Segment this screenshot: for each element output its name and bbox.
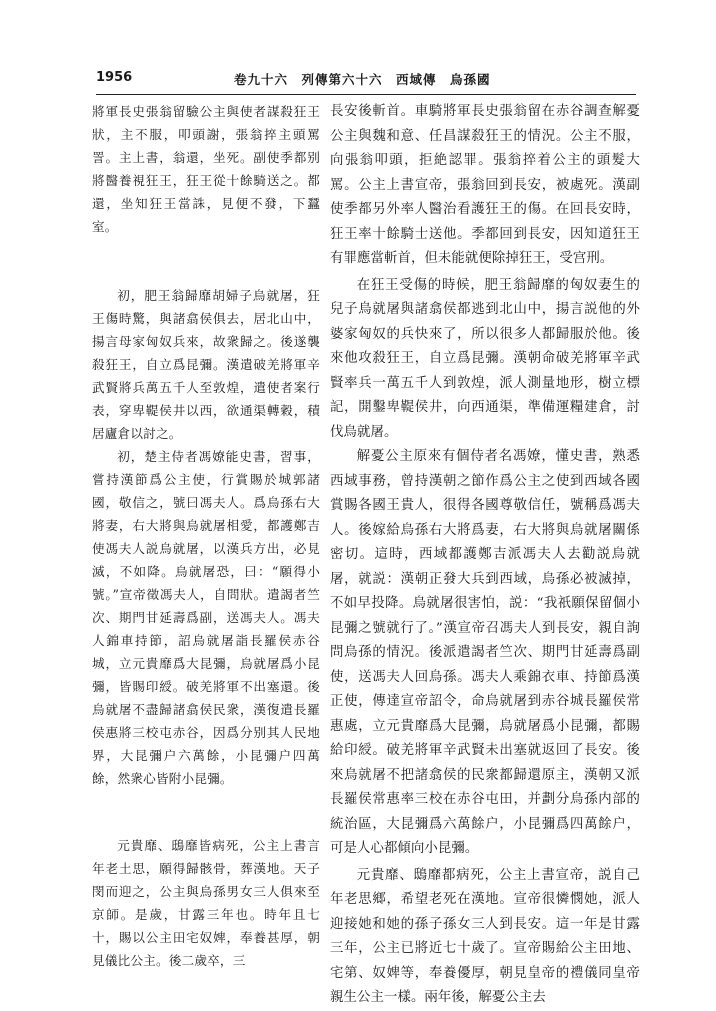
translation-paragraph: 長安後斬首。車騎將軍長史張翁留在赤谷調查解憂公主與魏和意、任昌謀殺狂王的情況。公主不服，向張翁叩頭，拒絶認罪。張翁捽着公主的頭髮大罵。公主上書宣帝，張翁回到長安，被處死。漢副使季都另外率人醫治看護狂王的傷。在回長安時，狂王率十餘騎士送他。季都回到長安，因知道狂王有罪應當斬首，但未能就便除掉狂王，受宫刑。	[330, 104, 640, 266]
translation-paragraph: 元貴靡、鴟靡都病死，公主上書宣帝，説自己年老思鄉，希望老死在漢地。宣帝很憐憫她，派人迎接她和她的孫子孫女三人到長安。這一年是甘露三年，公主已將近七十歲了。宣帝賜給公主田地、宅第、奴婢等，奉養優厚，朝見皇帝的禮儀同皇帝親生公主一樣。兩年後，解憂公主去	[330, 867, 640, 1005]
page-header	[96, 70, 636, 92]
translation-paragraph: 在狂王受傷的時候，肥王翁歸靡的匈奴妻生的兒子烏就屠與諸翕侯都逃到北山中，揚言説他的外婆家匈奴的兵快來了，所以很多人都歸服於他。後來他攻殺狂王，自立爲昆彌。漢朝命破羌將軍辛武賢率兵一萬五千人到敦煌，派人測量地形，樹立標記，開鑿卑鞮侯井，向西通渠，準備運糧建倉，討伐烏就屠。	[330, 277, 640, 440]
classical-paragraph: 將軍長史張翁留驗公主與使者謀殺狂王狀，主不服，叩頭謝，張翁捽主頭罵詈。主上書，翁還，坐死。副使季都别將醫養視狂王，狂王從十餘騎送之。都還，坐知狂王當誅，見便不發，下蠶室。	[92, 104, 320, 234]
translation-column	[330, 100, 640, 1005]
translation-paragraph: 解憂公主原來有個侍者名馮嫽，懂史書，熟悉西域事務，曾持漢朝之節作爲公主之使到西域各國賞賜各國王貴人，很得各國尊敬信任，號稱爲馮夫人。後嫁給烏孫右大將爲妻，右大將與烏就屠關係密切。這時，西域都護鄭吉派馮夫人去勸説烏就屠，就説：漢朝正發大兵到西域，烏孫必被滅掉，不如早投降。烏就屠很害怕，説：“我祇願保留個小昆彌之號就行了。”漢宣帝召馮夫人到長安，親自詢問烏孫的情況。後派遣謁者竺次、期門甘延壽爲副使，送馮夫人回烏孫。馮夫人乘錦衣車、持節爲漢正使，傳達宣帝詔令，命烏就屠到赤谷城長羅侯常惠處，立元貴靡爲大昆彌，烏就屠爲小昆彌，都賜給印綬。破羌將軍辛武賢未出塞就返回了長安。後來烏就屠不把諸翕侯的民衆都歸還原主，漢朝又派長羅侯常惠率三校在赤谷屯田，并劃分烏孫内部的統治區，大昆彌爲六萬餘户，小昆彌爲四萬餘户，可是人心都傾向小昆彌。	[330, 449, 640, 856]
classical-paragraph: 初，肥王翁歸靡胡婦子烏就屠，狂王傷時驚，與諸翕侯俱去，居北山中，揚言母家匈奴兵來，故衆歸之。後遂襲殺狂王，自立爲昆彌。漢遣破羌將軍辛武賢將兵萬五千人至敦煌，遣使者案行表，穿卑鞮侯井以西，欲通渠轉穀，積居廬倉以討之。	[92, 288, 320, 441]
running-head: 卷九十六 列傳第六十六 西域傳 烏孫國	[234, 72, 491, 87]
header-rule	[96, 94, 636, 95]
classical-paragraph: 初，楚主侍者馮嫽能史書，習事，嘗持漢節爲公主使，行賞賜於城郭諸國，敬信之，號曰馮夫人。爲烏孫右大將妻，右大將與烏就屠相愛，都護鄭吉使馮夫人説烏就屠，以漢兵方出，必見滅，不如降。烏就屠恐，曰：“願得小號。”宣帝徵馮夫人，自問狀。遣謁者竺次、期門甘延壽爲副，送馮夫人。馮夫人錦車持節，詔烏就屠詣長羅侯赤谷城，立元貴靡爲大昆彌，烏就屠爲小昆彌，皆賜印綬。破羌將軍不出塞還。後烏就屠不盡歸諸翕侯民衆，漢復遣長羅侯惠將三校屯赤谷，因爲分别其人民地界，大昆彌户六萬餘，小昆彌户四萬餘，然衆心皆附小昆彌。	[92, 449, 320, 786]
paragraph-gap	[92, 238, 320, 284]
classical-paragraph: 元貴靡、鴟靡皆病死，公主上書言年老土思，願得歸骸骨，葬漢地。天子閔而迎之，公主與烏孫男女三人俱來至京師。是歲，甘露三年也。時年且七十，賜以公主田宅奴婢，奉養甚厚，朝見儀比公主。後二歲卒，三	[92, 838, 320, 968]
paragraph-gap	[92, 790, 320, 834]
page-number: 1956	[96, 70, 133, 85]
classical-text-column	[92, 100, 320, 980]
